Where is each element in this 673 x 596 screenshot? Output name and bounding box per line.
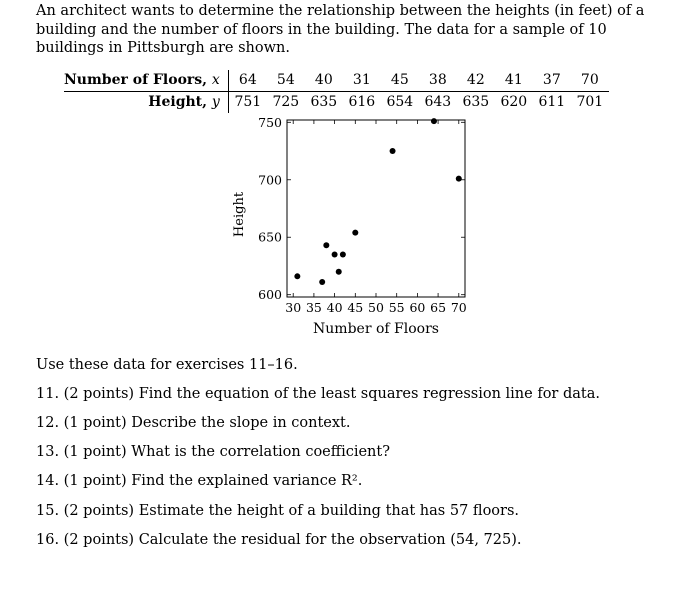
y-tick-label: 600: [258, 287, 282, 303]
heights-cell: 635: [310, 94, 338, 110]
x-tick-label: 55: [388, 300, 405, 315]
question-12: [36, 415, 351, 431]
x-tick-label: 50: [368, 300, 384, 315]
floors-cell: 37: [533, 70, 571, 92]
floors-header-var: x: [211, 72, 220, 88]
heights-cell: 611: [538, 94, 566, 110]
heights-header-label: Height,: [148, 94, 208, 110]
question-number: 15.: [36, 503, 60, 519]
floors-cell: 64: [228, 70, 267, 92]
heights-cell: 620: [500, 94, 528, 110]
floors-cell: 38: [419, 70, 457, 92]
x-tick-label: 65: [430, 300, 447, 315]
question-number: 13.: [36, 444, 60, 460]
question-text: Describe the slope in context.: [131, 415, 351, 431]
question-number: 16.: [36, 532, 60, 548]
x-tick-label: 70: [450, 300, 467, 315]
heights-cell: 635: [462, 94, 490, 110]
data-point: [294, 273, 300, 279]
data-point: [456, 176, 462, 182]
question-14: [36, 473, 362, 489]
floors-cell: 45: [381, 70, 419, 92]
question-points: (2 points): [63, 532, 135, 548]
x-tick-label: 45: [347, 300, 364, 315]
floors-cell: 40: [305, 70, 343, 92]
question-text: Find the explained variance R².: [131, 473, 363, 489]
question-points: (1 point): [63, 415, 127, 431]
x-tick-label: 60: [409, 300, 426, 315]
heights-cell: 654: [386, 94, 414, 110]
data-point: [323, 242, 329, 248]
question-text: Find the equation of the least squares regression line for data.: [138, 386, 600, 402]
floors-header-label: Number of Floors,: [64, 72, 208, 88]
x-tick-label: 35: [305, 300, 322, 315]
heights-cell: 751: [228, 92, 267, 114]
problem-intro: An architect wants to determine the relationship between the heights (in feet) of a building and the number of floors in the building. The data for a sample of 10 buildings in Pittsburgh are shown.: [36, 3, 645, 56]
data-point: [431, 118, 437, 124]
x-tick-label: 40: [326, 300, 343, 315]
data-point: [336, 269, 342, 275]
floors-cell: 31: [343, 70, 381, 92]
use-data-note: Use these data for exercises 11–16.: [36, 357, 298, 373]
data-point: [390, 148, 396, 154]
x-axis-label: Number of Floors: [313, 321, 439, 337]
y-axis-label: Height: [232, 191, 247, 238]
question-points: (2 points): [63, 503, 135, 519]
floors-cell: 54: [267, 70, 305, 92]
question-points: (1 point): [63, 444, 127, 460]
heights-cell: 701: [576, 94, 604, 110]
data-point: [352, 230, 358, 236]
question-text: Estimate the height of a building that has 57 floors.: [138, 503, 520, 519]
question-number: 11.: [36, 386, 60, 402]
question-points: (2 points): [63, 386, 135, 402]
question-number: 14.: [36, 473, 60, 489]
question-11: [36, 386, 600, 402]
heights-cell: 616: [348, 94, 376, 110]
data-point: [319, 279, 325, 285]
floors-cell: 41: [495, 70, 533, 92]
plot-frame: [287, 120, 465, 297]
question-13: [36, 444, 390, 460]
heights-header-var: y: [211, 94, 220, 110]
y-tick-label: 750: [258, 114, 282, 130]
floors-cell: 70: [571, 70, 609, 92]
question-points: (1 point): [63, 473, 127, 489]
data-point: [332, 251, 338, 257]
x-tick-label: 30: [285, 300, 302, 315]
question-15: [36, 503, 519, 519]
y-tick-label: 700: [258, 172, 282, 188]
heights-cell: 643: [424, 94, 452, 110]
floors-cell: 42: [457, 70, 495, 92]
y-tick-label: 650: [258, 229, 282, 245]
question-number: 12.: [36, 415, 60, 431]
question-16: [36, 532, 522, 548]
data-point: [340, 251, 346, 257]
heights-cell: 725: [272, 94, 300, 110]
question-text: Calculate the residual for the observation (54, 725).: [138, 532, 522, 548]
question-text: What is the correlation coefficient?: [131, 444, 390, 460]
